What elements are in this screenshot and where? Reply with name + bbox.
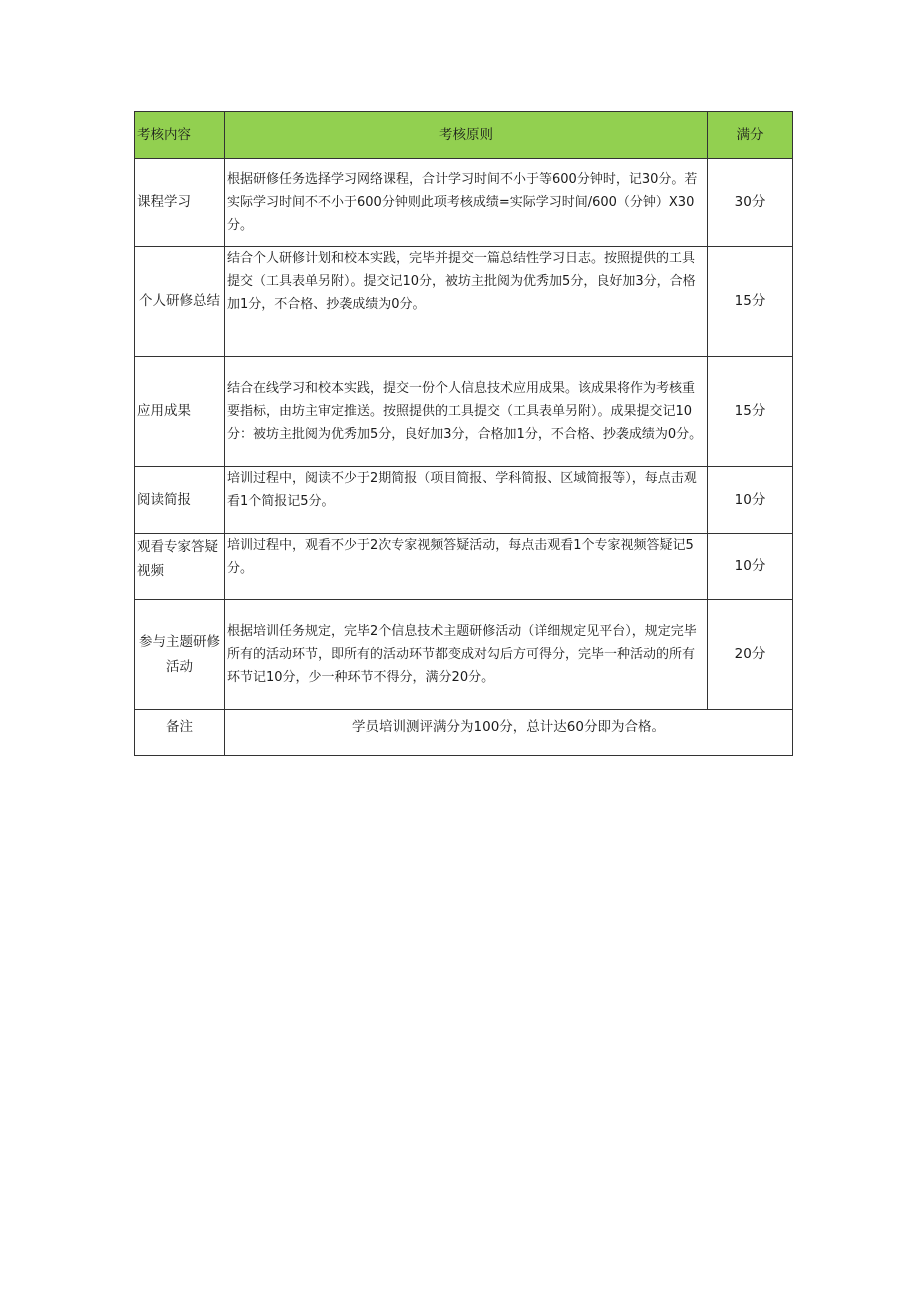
row-rule: 根据培训任务规定，完毕2个信息技术主题研修活动（详细规定见平台），规定完毕所有的活动环节，即所有的活动环节都变成对勾后方可得分，完毕一种活动的所有环节记10分，少一种环节不得分，满分20分。 <box>225 600 708 710</box>
table-row <box>135 534 793 600</box>
table-header-row <box>135 112 793 159</box>
row-item: 应用成果 <box>135 357 225 467</box>
row-item: 阅读简报 <box>135 467 225 534</box>
row-item: 课程学习 <box>135 159 225 247</box>
row-rule: 培训过程中，阅读不少于2期简报（项目简报、学科简报、区域简报等），每点击观看1个简报记5分。 <box>225 467 708 534</box>
row-rule: 根据研修任务选择学习网络课程，合计学习时间不小于等600分钟时，记30分。若实际学习时间不不小于600分钟则此项考核成绩=实际学习时间/600（分钟）X30分。 <box>225 159 708 247</box>
row-rule: 结合个人研修计划和校本实践，完毕并提交一篇总结性学习日志。按照提供的工具提交（工具表单另附）。提交记10分，被坊主批阅为优秀加5分，良好加3分，合格加1分，不合格、抄袭成绩为0分。 <box>225 247 708 357</box>
row-score: 15分 <box>708 247 793 357</box>
table-row <box>135 247 793 357</box>
table-row <box>135 357 793 467</box>
assessment-table <box>134 111 793 756</box>
note-text: 学员培训测评满分为100分，总计达60分即为合格。 <box>225 710 793 756</box>
note-label: 备注 <box>135 710 225 756</box>
row-rule: 培训过程中，观看不少于2次专家视频答疑活动，每点击观看1个专家视频答疑记5分。 <box>225 534 708 600</box>
row-item: 观看专家答疑视频 <box>135 534 225 600</box>
header-item: 考核内容 <box>135 112 225 159</box>
note-row <box>135 710 793 756</box>
row-score: 10分 <box>708 534 793 600</box>
table-row <box>135 467 793 534</box>
row-score: 15分 <box>708 357 793 467</box>
table-row <box>135 600 793 710</box>
row-item: 个人研修总结 <box>135 247 225 357</box>
header-score: 满分 <box>708 112 793 159</box>
row-score: 10分 <box>708 467 793 534</box>
row-item: 参与主题研修活动 <box>135 600 225 710</box>
header-rule: 考核原则 <box>225 112 708 159</box>
row-score: 20分 <box>708 600 793 710</box>
row-score: 30分 <box>708 159 793 247</box>
table-row <box>135 159 793 247</box>
row-rule: 结合在线学习和校本实践，提交一份个人信息技术应用成果。该成果将作为考核重要指标，由坊主审定推送。按照提供的工具提交（工具表单另附）。成果提交记10分：被坊主批阅为优秀加5分，良好加3分，合格加1分，不合格、抄袭成绩为0分。 <box>225 357 708 467</box>
